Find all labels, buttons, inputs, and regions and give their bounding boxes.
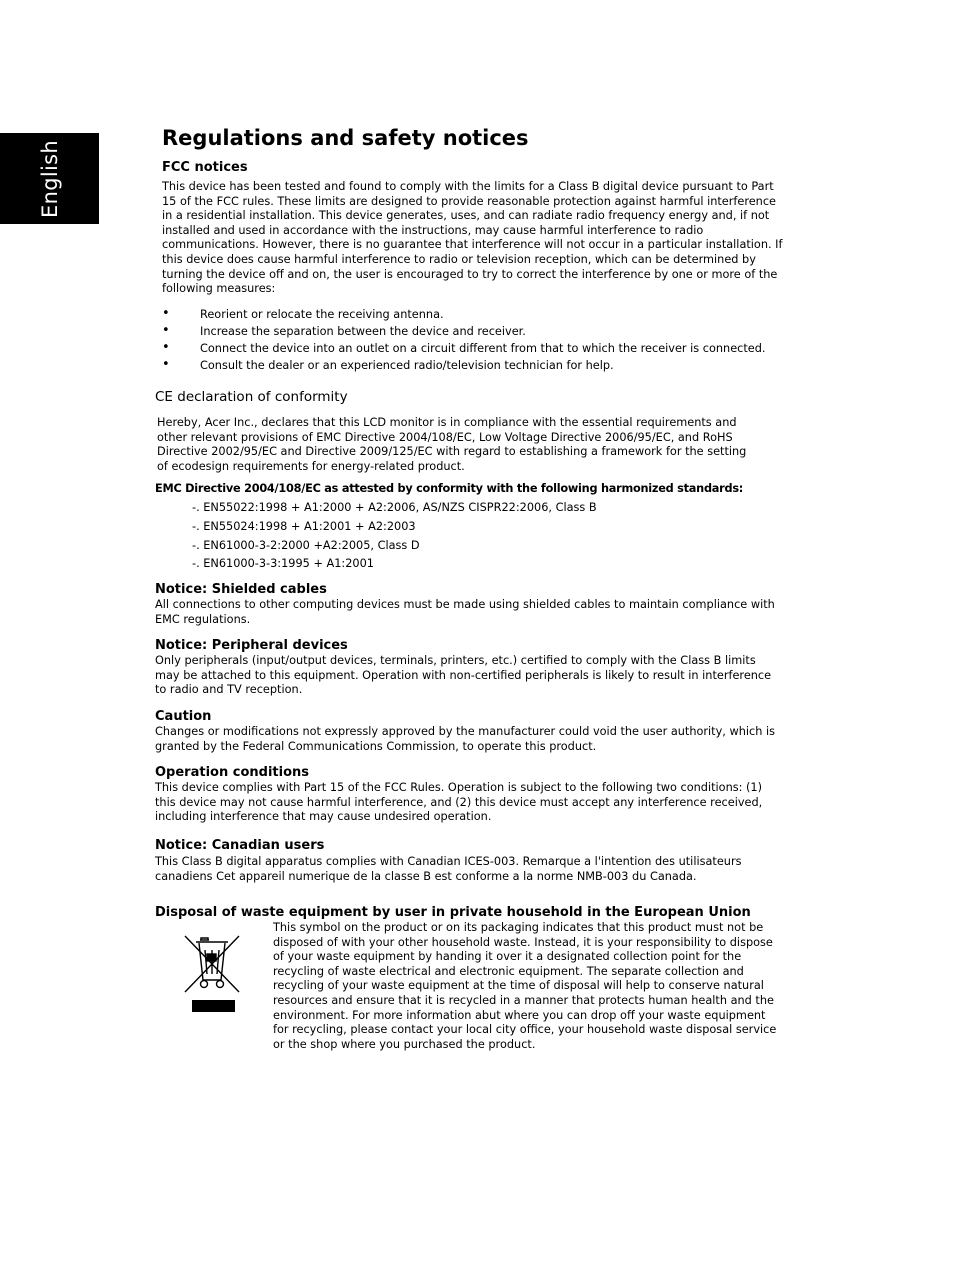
crossed-out-wheelie-bin-icon — [183, 932, 243, 1014]
disposal-body: This symbol on the product or on its packaging indicates that this product must not be disposed of with your other household waste. Instead, it is your responsibility to dispose of your waste equipment by handing it over it a designated collection point for the recycling of waste electrical and electronic equipment. The separate collection and recycling of your waste equipment at the time of disposal will help to conserve natural resources and ensure that it is recycled in a manner that protects human health and the environment. For more information abut where you can drop off your waste equipment for recycling, please contact your local city office, your household waste disposal service or the shop where you purchased the product. — [273, 921, 777, 1051]
peripheral-devices-body: Only peripherals (input/output devices, terminals, printers, etc.) certified to comply with the Class B limits may be attached to this equipment. Operation with non-certified peripherals is likely to result in interference to radio and TV reception. — [155, 654, 772, 697]
bullet-icon: • — [162, 357, 170, 372]
list-item: -. EN55024:1998 + A1:2001 + A2:2003 — [192, 519, 416, 533]
list-item: • Consult the dealer or an experienced radio/television technician for help. — [162, 357, 614, 372]
ce-heading: CE declaration of conformity — [155, 389, 348, 405]
shielded-cables-body: All connections to other computing devices must be made using shielded cables to maintain compliance with EMC regulations. — [155, 598, 775, 626]
operation-conditions-heading: Operation conditions — [155, 765, 309, 780]
canadian-users-body: This Class B digital apparatus complies with Canadian ICES-003. Remarque a l'intention des utilisateurs canadiens Cet appareil numerique de la classe B est conforme a la norme NMB-003 du Canada. — [155, 855, 742, 883]
list-item: • Connect the device into an outlet on a circuit different from that to which the receiver is connected. — [162, 340, 766, 355]
fcc-heading: FCC notices — [162, 160, 248, 175]
canadian-users-heading: Notice: Canadian users — [155, 838, 325, 853]
emc-standards-list — [192, 500, 597, 575]
language-side-tab — [0, 133, 99, 224]
bullet-icon: • — [162, 323, 170, 338]
list-item: -. EN61000-3-2:2000 +A2:2005, Class D — [192, 538, 420, 552]
peripheral-devices-heading: Notice: Peripheral devices — [155, 638, 348, 653]
caution-heading: Caution — [155, 709, 212, 724]
operation-conditions-body: This device complies with Part 15 of the FCC Rules. Operation is subject to the following two conditions: (1) this device may not cause harmful interference, and (2) this device must accept any interference received, including interference that may cause undesired operation. — [155, 781, 763, 824]
list-item: -. EN61000-3-3:1995 + A1:2001 — [192, 557, 374, 571]
list-item: • Reorient or relocate the receiving antenna. — [162, 306, 444, 321]
page-title: Regulations and safety notices — [162, 126, 529, 150]
fcc-measures-list — [162, 307, 792, 375]
fcc-body: This device has been tested and found to comply with the limits for a Class B digital device pursuant to Part 15 of the FCC rules. These limits are designed to provide reasonable protection against harmful interference in a residential installation. This device generates, uses, and can radiate radio frequency energy and, if not installed and used in accordance with the instructions, may cause harmful interference to radio communications. However, there is no guarantee that interference will not occur in a particular installation. If this device does cause harmful interference to radio or television reception, which can be determined by turning the device off and on, the user is encouraged to try to correct the interference by one or more of the following measures: — [162, 180, 783, 296]
list-item: -. EN55022:1998 + A1:2000 + A2:2006, AS/NZS CISPR22:2006, Class B — [192, 501, 597, 514]
bullet-icon: • — [162, 306, 170, 321]
emc-standards-heading: EMC Directive 2004/108/EC as attested by conformity with the following harmonized standards: — [155, 482, 744, 495]
disposal-heading: Disposal of waste equipment by user in private household in the European Union — [155, 905, 751, 920]
list-item: • Increase the separation between the device and receiver. — [162, 323, 526, 338]
bullet-icon: • — [162, 340, 170, 355]
language-label: English — [37, 139, 62, 218]
shielded-cables-heading: Notice: Shielded cables — [155, 582, 327, 597]
ce-body: Hereby, Acer Inc., declares that this LCD monitor is in compliance with the essential requirements and other relevant provisions of EMC Directive 2004/108/EC, Low Voltage Directive 2006/95/EC, and RoHS Directive 2002/95/EC and Directive 2009/125/EC with regard to establishing a framework for the setting of ecodesign requirements for energy-related product. — [157, 416, 747, 473]
caution-body: Changes or modifications not expressly approved by the manufacturer could void the user authority, which is granted by the Federal Communications Commission, to operate this product. — [155, 725, 776, 753]
